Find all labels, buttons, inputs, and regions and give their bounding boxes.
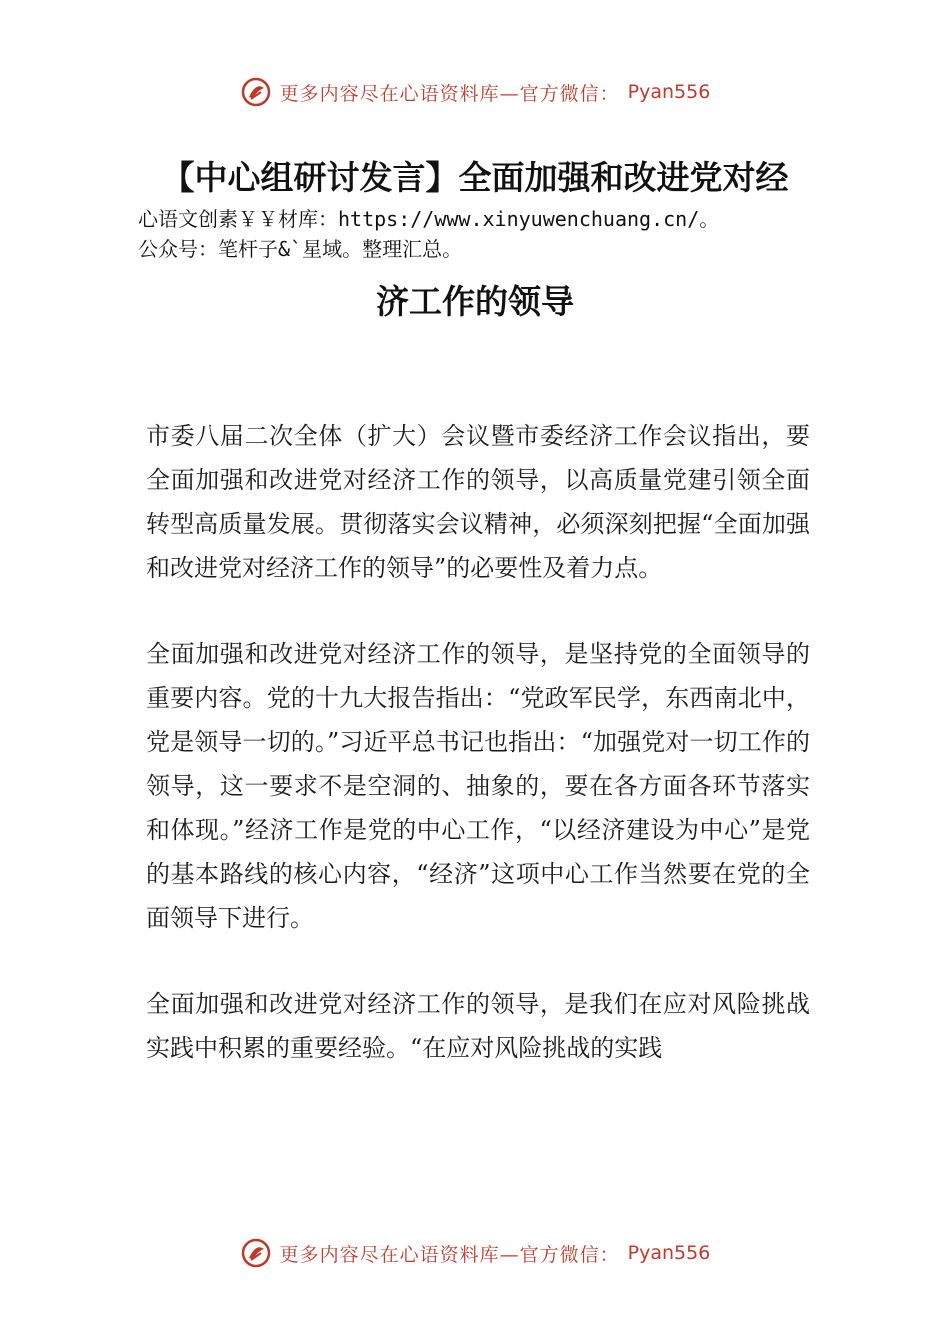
wechat-id: Pyan556 <box>627 1242 711 1264</box>
logo-icon <box>240 76 272 108</box>
banner-text: 更多内容尽在心语资料库—官方微信： <box>279 82 620 105</box>
document-body <box>146 414 810 1112</box>
banner-text: 更多内容尽在心语资料库—官方微信： <box>279 1243 620 1266</box>
wechat-id: Pyan556 <box>627 81 711 103</box>
source-line-2: 公众号：笔杆子&`星域。整理汇总。 <box>138 237 463 261</box>
logo-icon <box>240 1237 272 1269</box>
paragraph: 全面加强和改进党对经济工作的领导，是坚持党的全面领导的重要内容。党的十九大报告指出：“党政军民学，东西南北中，党是领导一切的。”习近平总书记也指出：“加强党对一切工作的领导，这一要求不是空洞的、抽象的，要在各方面各环节落实和体现。”经济工作是党的中心工作，“以经济建设为中心”是党的基本路线的核心内容，“经济”这项中心工作当然要在党的全面领导下进行。 <box>146 640 810 932</box>
paragraph: 市委八届二次全体（扩大）会议暨市委经济工作会议指出，要全面加强和改进党对经济工作的领导，以高质量党建引领全面转型高质量发展。贯彻落实会议精神，必须深刻把握“全面加强和改进党对经济工作的领导”的必要性及着力点。 <box>146 422 810 582</box>
document-title-line-2: 济工作的领导 <box>376 282 574 321</box>
paragraph: 全面加强和改进党对经济工作的领导，是我们在应对风险挑战实践中积累的重要经验。“在应对风险挑战的实践 <box>146 990 810 1062</box>
header-banner <box>0 72 950 112</box>
footer-banner <box>0 1233 950 1273</box>
document-title-line-1: 【中心组研讨发言】全面加强和改进党对经 <box>161 158 789 197</box>
source-line-1: 心语文创素￥￥材库：https://www.xinyuwenchuang.cn/。 <box>138 207 720 231</box>
